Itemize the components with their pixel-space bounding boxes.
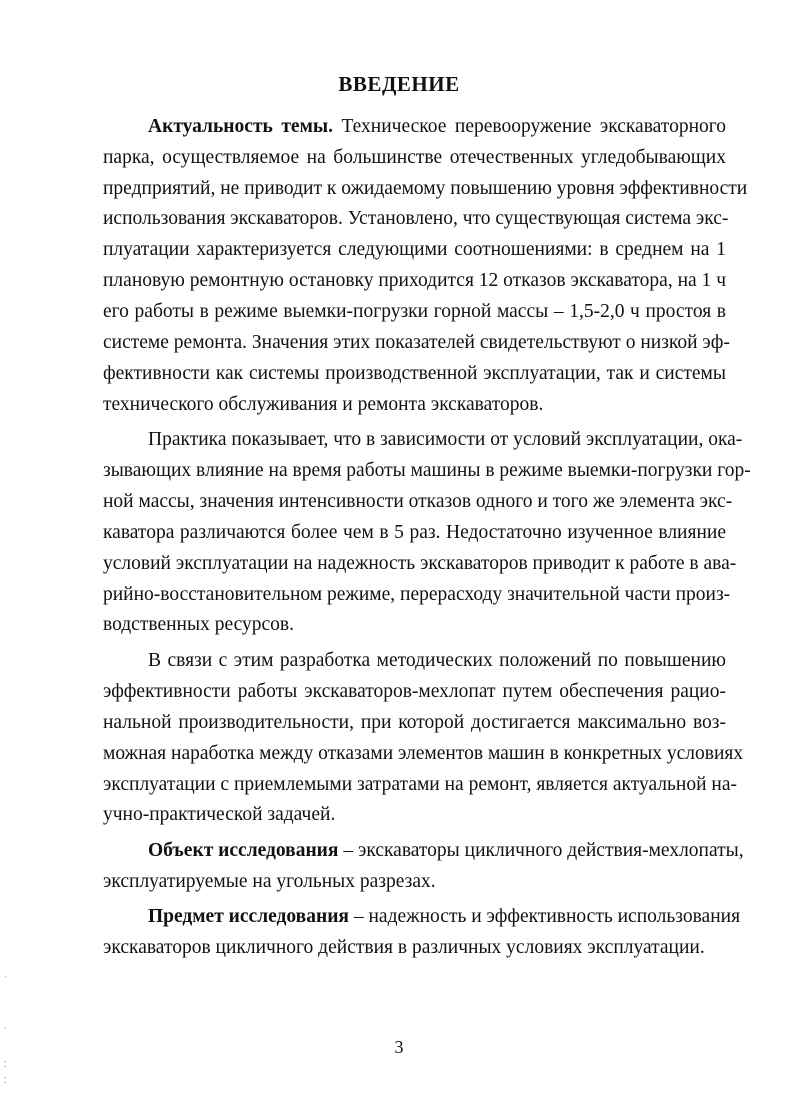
paragraph-line: В связи с этим разработка методических положений по повышению [148,650,726,671]
object-heading: Объект исследования [148,840,339,861]
paragraph-text: – надежность и эффективность использования [353,906,741,927]
paragraph-line: эксплуатации с приемлемыми затратами на ремонт, является актуальной на- [103,774,738,795]
scan-artifact: ⁚ [4,1060,7,1069]
paragraph-line: условий эксплуатации на надежность экскаваторов приводит к работе в ава- [103,553,737,574]
paragraph-line: ной массы, значения интенсивности отказов одного и того же элемента экс- [103,491,733,512]
page-title: ВВЕДЕНИЕ [338,72,460,96]
scan-artifact: ˌ [4,968,7,977]
paragraph-line [148,838,744,864]
paragraph-line: плуатации характеризуется следующими соотношениями: в среднем на 1 [103,239,726,260]
paragraph-line: технического обслуживания и ремонта экскаваторов. [103,394,544,415]
scan-artifact: ˏ [4,1020,7,1029]
paragraph-line: плановую ремонтную остановку приходится 12 отказов экскаватора, на 1 ч [103,270,726,291]
paragraph-line: экскаваторов цикличного действия в различных условиях эксплуатации. [103,937,705,958]
paragraph-line: системе ремонта. Значения этих показателей свидетельствуют о низкой эф- [103,332,730,353]
paragraph-line: Практика показывает, что в зависимости от условий эксплуатации, ока- [148,429,743,450]
paragraph-line: эксплуатируемые на угольных разрезах. [103,871,436,892]
paragraph-line: нальной производительности, при которой достигается максимально воз- [103,712,726,733]
paragraph-line: каватора различаются более чем в 5 раз. Недостаточно изученное влияние [103,522,726,543]
paragraph-line [148,114,726,140]
paragraph-line: можная наработка между отказами элементов машин в конкретных условиях [103,743,744,764]
paragraph-line: фективности как системы производственной эксплуатации, так и системы [103,363,726,384]
relevance-heading: Актуальность темы. [148,116,333,137]
paragraph-line: водственных ресурсов. [103,614,294,635]
subject-heading: Предмет исследования [148,906,349,927]
paragraph-line: парка, осуществляемое на большинстве отечественных угледобывающих [103,147,726,168]
paragraph-line: использования экскаваторов. Установлено, что существующая система экс- [103,208,729,229]
paragraph-line: предприятий, не приводит к ожидаемому повышению уровня эффективности [103,178,748,199]
paragraph-line: учно-практической задачей. [103,804,336,825]
paragraph-line: зывающих влияние на время работы машины в режиме выемки-погрузки гор- [103,460,751,481]
scan-artifact: ⁚ [4,1076,7,1085]
paragraph-line [148,904,741,930]
paragraph-line: рийно-восстановительном режиме, перерасходу значительной части произ- [103,584,731,605]
paragraph-text: Техническое перевооружение экскаваторного [341,116,727,137]
paragraph-text: – экскаваторы цикличного действия-мехлопаты, [343,840,744,861]
paragraph-line: его работы в режиме выемки-погрузки горной массы – 1,5-2,0 ч простоя в [103,301,726,322]
page-number: 3 [394,1037,404,1057]
paragraph-line: эффективности работы экскаваторов-мехлопат путем обеспечения рацио- [103,681,726,702]
